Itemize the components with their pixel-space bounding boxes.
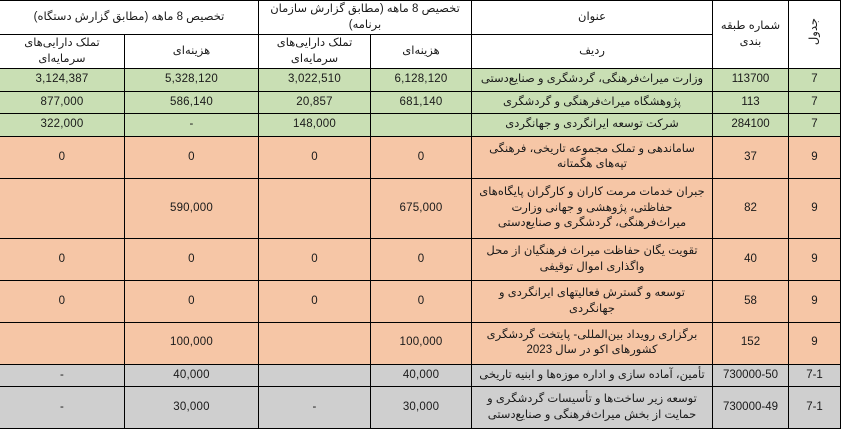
header-dastgah-hazine: هزینه‌ای xyxy=(124,35,258,69)
cell-dastgah-tamalok xyxy=(0,322,124,364)
cell-dastgah-tamalok: - xyxy=(0,364,124,387)
cell-jadval: 9 xyxy=(789,239,841,281)
header-col-jadval-label: جدول xyxy=(807,18,820,46)
cell-dastgah-tamalok: 322,000 xyxy=(0,114,124,137)
cell-jadval: 7 xyxy=(789,114,841,137)
table-row xyxy=(0,364,841,387)
cell-program-hazine: 30,000 xyxy=(371,387,472,429)
cell-tabaghe: 82 xyxy=(713,178,789,239)
cell-tabaghe: 113 xyxy=(713,91,789,114)
cell-onvan: توسعه و گسترش فعالیتهای ایرانگردی و جهانگردی xyxy=(472,281,713,323)
cell-dastgah-tamalok xyxy=(0,178,124,239)
header-dastgah-tamalok: تملک دارایی‌های سرمایه‌ای xyxy=(0,35,124,69)
cell-program-tamalok: 0 xyxy=(258,281,370,323)
cell-dastgah-tamalok: 0 xyxy=(0,137,124,179)
cell-program-tamalok: 0 xyxy=(258,239,370,281)
cell-jadval: 7 xyxy=(789,91,841,114)
cell-onvan: ساماندهی و تملک مجموعه تاریخی، فرهنگی تپه‌های هگمتانه xyxy=(472,137,713,179)
table-row xyxy=(0,239,841,281)
cell-program-tamalok: 20,857 xyxy=(258,91,370,114)
cell-onvan: تأمین، آماده سازی و اداره موزه‌ها و ابنیه تاریخی xyxy=(472,364,713,387)
cell-program-hazine: 100,000 xyxy=(371,322,472,364)
cell-onvan: وزارت میراث‌فرهنگی، گردشگری و صنایع‌دستی xyxy=(472,69,713,92)
cell-dastgah-hazine: 0 xyxy=(124,239,258,281)
cell-tabaghe: 37 xyxy=(713,137,789,179)
cell-program-hazine: 0 xyxy=(371,239,472,281)
cell-program-tamalok xyxy=(258,178,370,239)
cell-jadval: 9 xyxy=(789,178,841,239)
table-header xyxy=(0,1,841,69)
cell-program-hazine: 40,000 xyxy=(371,364,472,387)
cell-jadval: 7-1 xyxy=(789,364,841,387)
cell-program-hazine: 0 xyxy=(371,281,472,323)
cell-dastgah-hazine: 586,140 xyxy=(124,91,258,114)
table-row xyxy=(0,178,841,239)
header-col-radif: ردیف xyxy=(472,35,713,69)
table-row xyxy=(0,69,841,92)
table-row xyxy=(0,91,841,114)
cell-program-hazine: 675,000 xyxy=(371,178,472,239)
cell-tabaghe: 58 xyxy=(713,281,789,323)
header-group-program: تخصیص 8 ماهه (مطابق گزارش سازمان برنامه) xyxy=(258,1,471,35)
cell-program-hazine: 681,140 xyxy=(371,91,472,114)
cell-onvan: تقویت یگان حفاظت میراث فرهنگیان از محل واگذاری اموال توقیفی xyxy=(472,239,713,281)
cell-jadval: 9 xyxy=(789,137,841,179)
header-col-tabaghe: شماره طبقه بندی xyxy=(713,1,789,69)
cell-program-hazine xyxy=(371,114,472,137)
header-col-jadval xyxy=(789,1,841,69)
cell-program-tamalok: - xyxy=(258,387,370,429)
cell-program-tamalok: 0 xyxy=(258,137,370,179)
header-col-onvan: عنوان xyxy=(472,1,713,35)
cell-tabaghe: 730000-50 xyxy=(713,364,789,387)
cell-program-hazine: 0 xyxy=(371,137,472,179)
cell-dastgah-hazine: 100,000 xyxy=(124,322,258,364)
cell-jadval: 7 xyxy=(789,69,841,92)
header-group-dastgah: تخصیص 8 ماهه (مطابق گزارش دستگاه) xyxy=(0,1,258,35)
cell-onvan: پژوهشگاه میراث‌فرهنگی و گردشگری xyxy=(472,91,713,114)
cell-dastgah-tamalok: 3,124,387 xyxy=(0,69,124,92)
cell-dastgah-hazine: 40,000 xyxy=(124,364,258,387)
cell-onvan: جبران خدمات مرمت کاران و کارگران پایگاه‌های حفاظتی، پژوهشی و جهانی وزارت میراث‌فرهنگی، گردشگری و صنایع‌دستی xyxy=(472,178,713,239)
cell-jadval: 9 xyxy=(789,322,841,364)
table-row xyxy=(0,114,841,137)
cell-onvan: شرکت توسعه ایرانگردی و جهانگردی xyxy=(472,114,713,137)
cell-jadval: 7-1 xyxy=(789,387,841,429)
cell-dastgah-hazine: - xyxy=(124,114,258,137)
cell-tabaghe: 113700 xyxy=(713,69,789,92)
cell-onvan: برگزاری رویداد بین‌المللی- پایتخت گردشگری کشورهای اکو در سال 2023 xyxy=(472,322,713,364)
header-program-tamalok: تملک دارایی‌های سرمایه‌ای xyxy=(258,35,370,69)
cell-dastgah-tamalok: 877,000 xyxy=(0,91,124,114)
header-group-row xyxy=(0,1,841,35)
cell-dastgah-hazine: 30,000 xyxy=(124,387,258,429)
cell-dastgah-tamalok: 0 xyxy=(0,239,124,281)
cell-program-tamalok: 3,022,510 xyxy=(258,69,370,92)
cell-jadval: 9 xyxy=(789,281,841,323)
cell-dastgah-tamalok: - xyxy=(0,387,124,429)
table-row xyxy=(0,387,841,429)
cell-tabaghe: 730000-49 xyxy=(713,387,789,429)
cell-tabaghe: 40 xyxy=(713,239,789,281)
cell-dastgah-hazine: 0 xyxy=(124,137,258,179)
cell-program-hazine: 6,128,120 xyxy=(371,69,472,92)
table-row xyxy=(0,281,841,323)
cell-tabaghe: 284100 xyxy=(713,114,789,137)
cell-program-tamalok xyxy=(258,364,370,387)
cell-program-tamalok: 148,000 xyxy=(258,114,370,137)
table-row xyxy=(0,322,841,364)
cell-dastgah-tamalok: 0 xyxy=(0,281,124,323)
cell-dastgah-hazine: 0 xyxy=(124,281,258,323)
cell-tabaghe: 152 xyxy=(713,322,789,364)
cell-program-tamalok xyxy=(258,322,370,364)
cell-dastgah-hazine: 5,328,120 xyxy=(124,69,258,92)
header-program-hazine: هزینه‌ای xyxy=(371,35,472,69)
cell-onvan: توسعه زیر ساخت‌ها و تأسیسات گردشگری و حمایت از بخش میراث‌فرهنگی و صنایع‌دستی xyxy=(472,387,713,429)
table-body xyxy=(0,69,841,429)
table-row xyxy=(0,137,841,179)
cell-dastgah-hazine: 590,000 xyxy=(124,178,258,239)
